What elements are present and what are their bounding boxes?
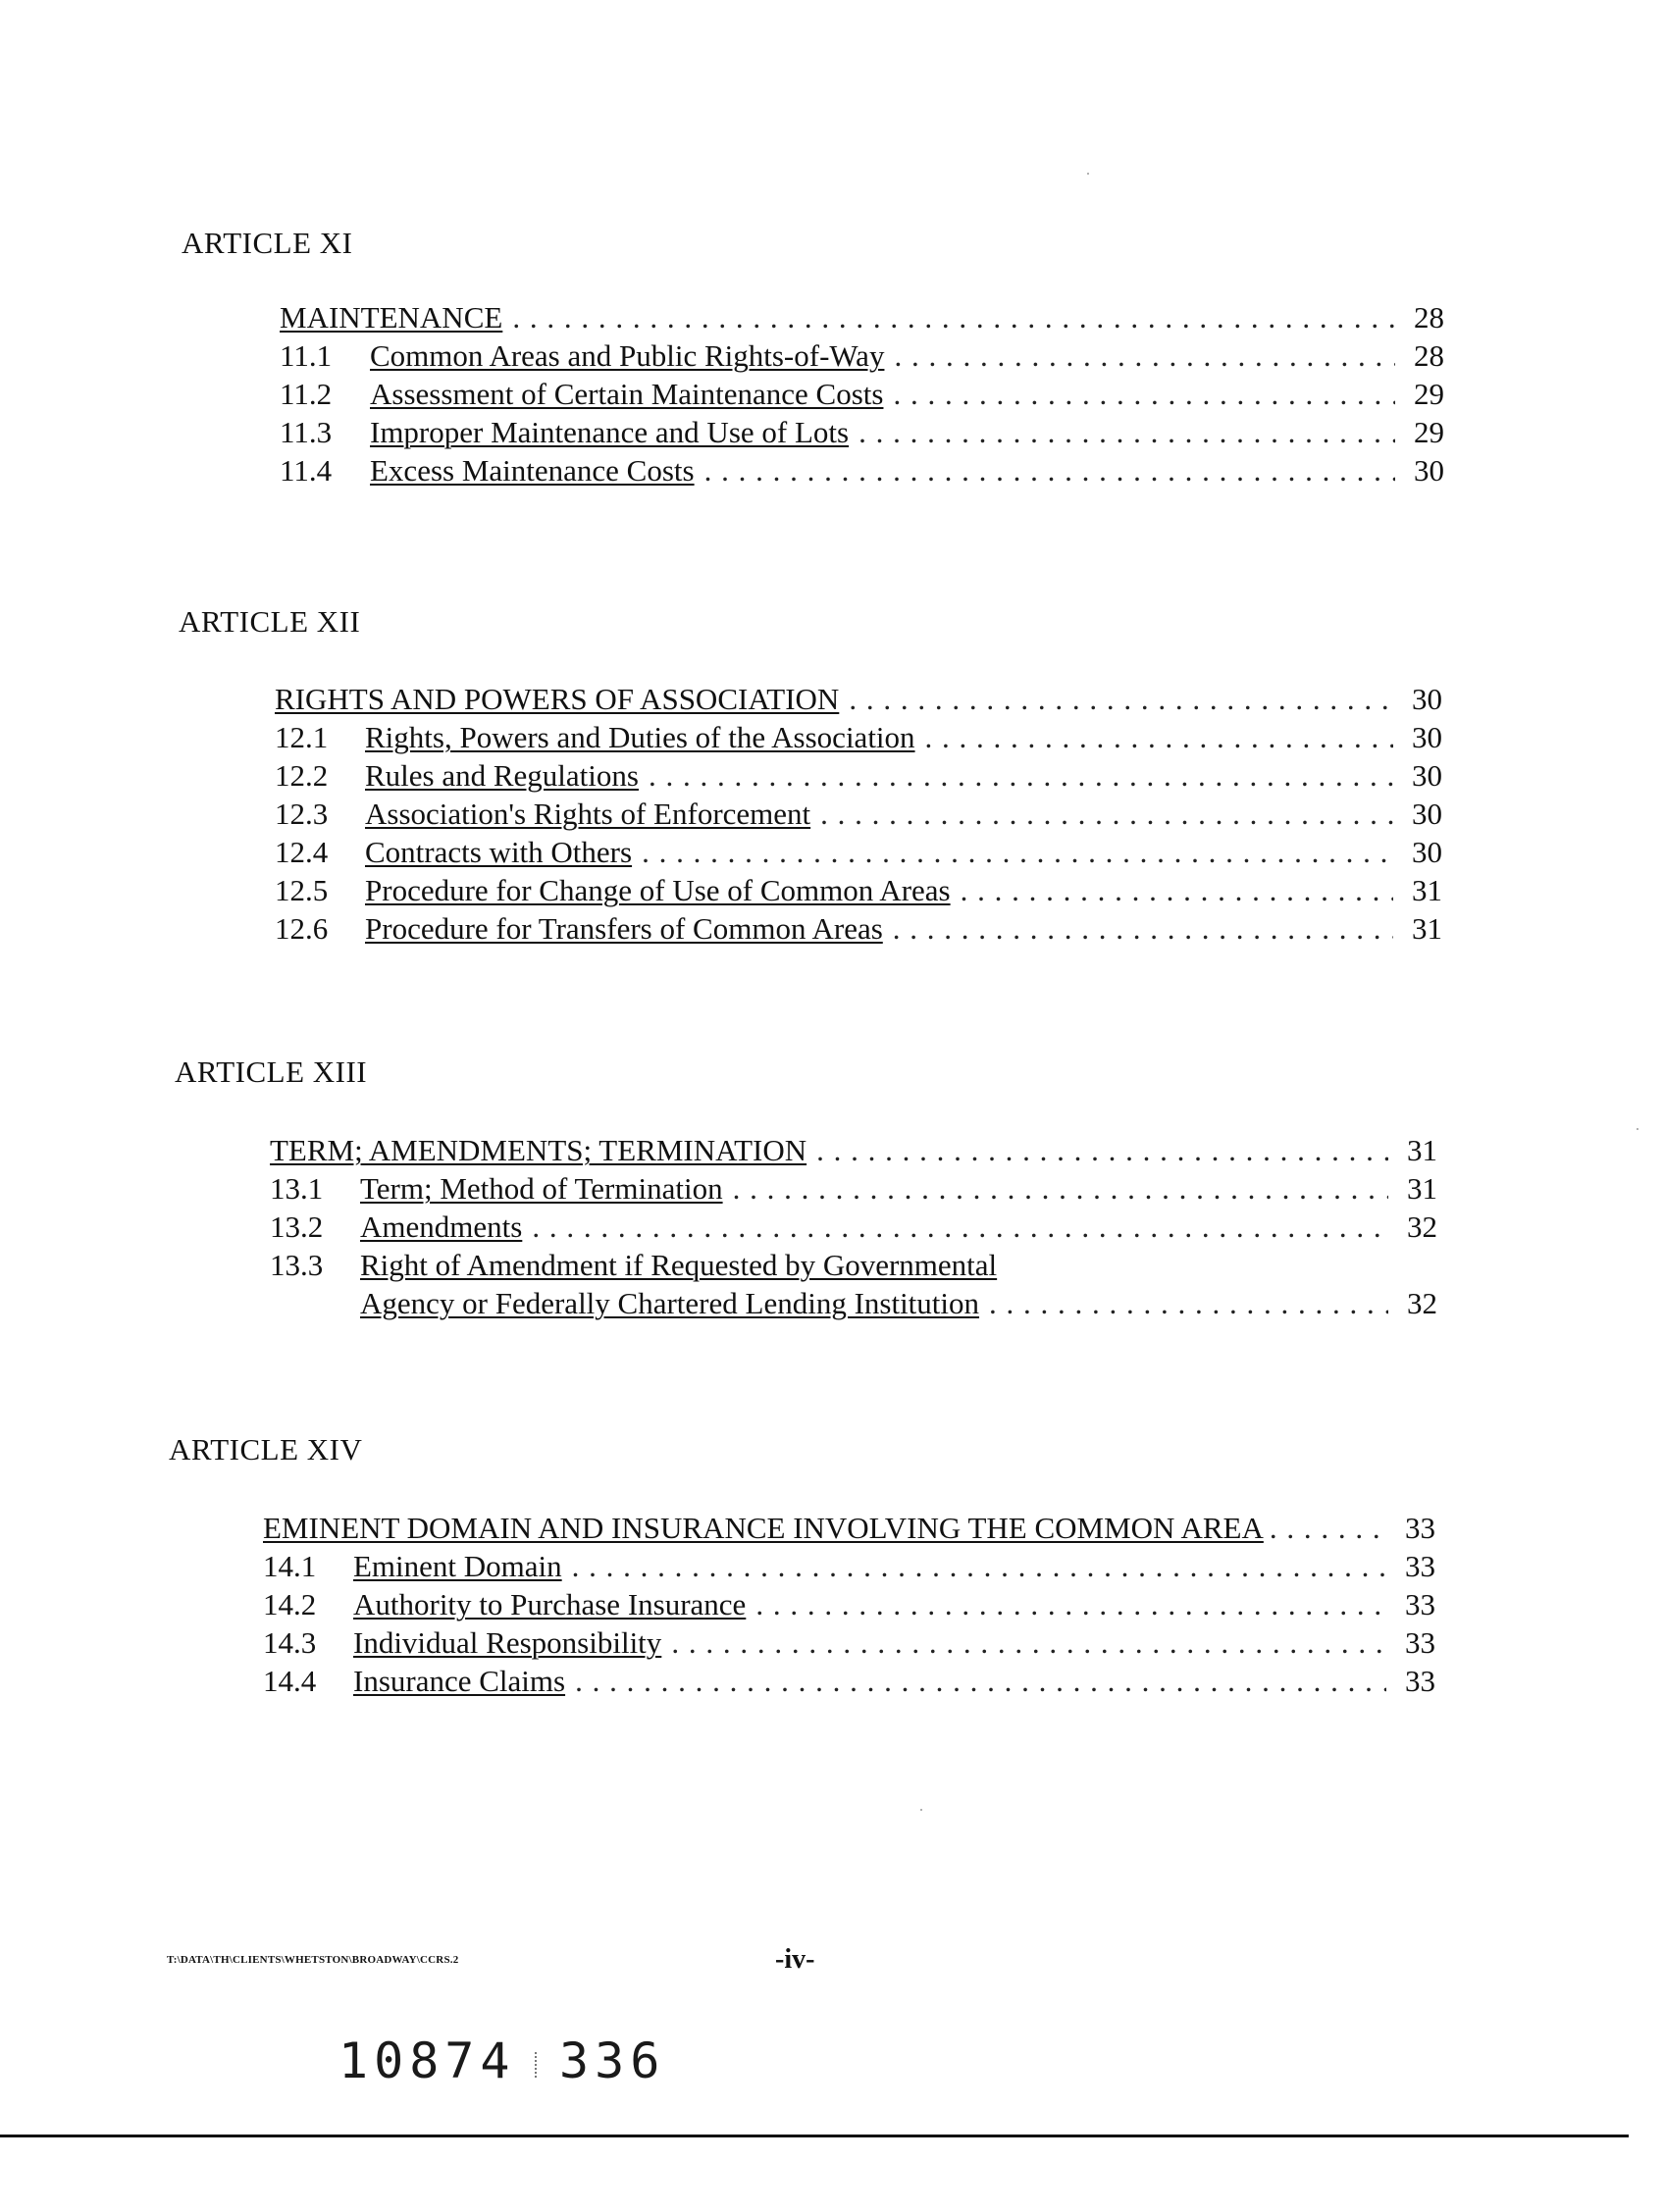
toc-page-number: 33 xyxy=(1405,1549,1435,1583)
toc-page-number: 30 xyxy=(1414,453,1444,488)
dot-leader xyxy=(733,1171,1388,1207)
dot-leader xyxy=(704,453,1395,489)
dot-leader xyxy=(961,873,1393,908)
recording-page-number: 336 xyxy=(559,2032,666,2089)
toc-entry-label: Rules and Regulations xyxy=(365,758,639,793)
toc-heading xyxy=(280,300,1444,338)
toc-heading-label: TERM; AMENDMENTS; TERMINATION xyxy=(270,1133,807,1167)
toc-entry-label: Procedure for Transfers of Common Areas xyxy=(365,911,883,946)
dot-leader xyxy=(671,1625,1386,1661)
dot-leader xyxy=(649,758,1393,794)
toc-entry-label: Excess Maintenance Costs xyxy=(370,453,695,488)
toc-entry-label: Right of Amendment if Requested by Governmental xyxy=(360,1248,998,1282)
toc-entry xyxy=(275,835,1442,873)
dot-leader xyxy=(893,911,1393,947)
toc-page-number: 29 xyxy=(1414,377,1444,411)
toc-section-number: 14.2 xyxy=(263,1587,317,1621)
toc-section-number: 12.3 xyxy=(275,797,329,831)
article-title: ARTICLE XII xyxy=(179,604,361,639)
toc-entry-label: Rights, Powers and Duties of the Association xyxy=(365,720,915,754)
toc-list xyxy=(280,300,1444,491)
toc-page-number: 30 xyxy=(1412,835,1442,869)
toc-entry-label: Eminent Domain xyxy=(353,1549,562,1583)
dot-leader xyxy=(820,797,1393,832)
toc-section-number: 12.1 xyxy=(275,720,329,754)
dot-leader xyxy=(532,1209,1388,1245)
toc-page-number: 29 xyxy=(1414,415,1444,449)
toc-list xyxy=(270,1133,1437,1324)
toc-heading xyxy=(275,682,1442,720)
toc-entry xyxy=(275,797,1442,835)
toc-list xyxy=(275,682,1442,950)
toc-entry-label: Procedure for Change of Use of Common Areas xyxy=(365,873,951,907)
dot-leader xyxy=(925,720,1393,755)
toc-entry-label: Authority to Purchase Insurance xyxy=(353,1587,747,1621)
toc-page-number: 33 xyxy=(1405,1511,1435,1545)
scan-speck xyxy=(1087,173,1089,175)
toc-entry xyxy=(263,1549,1435,1587)
toc-entry xyxy=(263,1664,1435,1702)
toc-entry xyxy=(263,1587,1435,1625)
toc-page-number: 28 xyxy=(1414,338,1444,373)
toc-section-number: 14.3 xyxy=(263,1625,317,1660)
scan-speck xyxy=(920,1809,922,1811)
toc-page-number: 31 xyxy=(1407,1133,1437,1167)
toc-entry xyxy=(275,720,1442,758)
toc-page-number: 30 xyxy=(1412,682,1442,716)
scan-speck xyxy=(1637,1128,1638,1130)
toc-list xyxy=(263,1511,1435,1702)
toc-entry xyxy=(270,1209,1437,1248)
dot-leader xyxy=(858,415,1395,450)
bottom-rule xyxy=(0,2135,1629,2137)
toc-entry-label: Individual Responsibility xyxy=(353,1625,662,1660)
toc-page-number: 33 xyxy=(1405,1587,1435,1621)
dot-leader xyxy=(893,377,1395,412)
toc-entry-label: Agency or Federally Chartered Lending Institution xyxy=(360,1286,980,1320)
toc-entry-label: Common Areas and Public Rights-of-Way xyxy=(370,338,885,373)
toc-entry-label: Contracts with Others xyxy=(365,835,633,869)
toc-section-number: 13.3 xyxy=(270,1248,324,1282)
toc-page-number: 31 xyxy=(1407,1171,1437,1206)
recording-book-number: 10874 xyxy=(338,2032,516,2089)
toc-entry-label: Amendments xyxy=(360,1209,523,1244)
article-title: ARTICLE XI xyxy=(182,226,353,260)
dot-leader xyxy=(989,1286,1388,1321)
toc-entry xyxy=(263,1625,1435,1664)
stamp-separator xyxy=(535,2052,540,2078)
toc-page-number: 31 xyxy=(1412,873,1442,907)
toc-section-number: 14.4 xyxy=(263,1664,317,1698)
toc-section-number: 12.2 xyxy=(275,758,329,793)
toc-section-number: 13.1 xyxy=(270,1171,324,1206)
dot-leader xyxy=(575,1664,1386,1699)
toc-entry-continuation xyxy=(270,1286,1437,1324)
footer-page-number: -iv- xyxy=(775,1944,815,1975)
dot-leader xyxy=(512,300,1395,335)
dot-leader xyxy=(894,338,1395,374)
dot-leader xyxy=(642,835,1393,870)
dot-leader xyxy=(1270,1511,1390,1546)
toc-heading xyxy=(270,1133,1437,1171)
toc-entry xyxy=(270,1248,1437,1286)
toc-section-number: 11.4 xyxy=(280,453,333,488)
toc-entry xyxy=(280,338,1444,377)
article-title: ARTICLE XIII xyxy=(175,1055,368,1089)
dot-leader xyxy=(816,1133,1388,1168)
toc-entry-label: Association's Rights of Enforcement xyxy=(365,797,811,831)
toc-entry-label: Term; Method of Termination xyxy=(360,1171,723,1206)
toc-entry xyxy=(270,1171,1437,1209)
toc-section-number: 11.3 xyxy=(280,415,333,449)
toc-page-number: 28 xyxy=(1414,300,1444,334)
toc-heading xyxy=(263,1511,1435,1549)
toc-section-number: 11.1 xyxy=(280,338,333,373)
toc-entry xyxy=(280,415,1444,453)
toc-page-number: 30 xyxy=(1412,758,1442,793)
toc-page-number: 32 xyxy=(1407,1286,1437,1320)
toc-section-number: 12.4 xyxy=(275,835,329,869)
footer-file-path: T:\DATA\TH\CLIENTS\WHETSTON\BROADWAY\CCRS.2 xyxy=(167,1954,459,1966)
toc-page-number: 30 xyxy=(1412,797,1442,831)
toc-page-number: 31 xyxy=(1412,911,1442,946)
toc-section-number: 11.2 xyxy=(280,377,333,411)
dot-leader xyxy=(849,682,1393,717)
toc-page-number: 33 xyxy=(1405,1664,1435,1698)
toc-section-number: 12.5 xyxy=(275,873,329,907)
toc-entry xyxy=(280,453,1444,491)
toc-entry-label: Assessment of Certain Maintenance Costs xyxy=(370,377,884,411)
toc-entry xyxy=(275,873,1442,911)
toc-page-number: 30 xyxy=(1412,720,1442,754)
toc-heading-label: MAINTENANCE xyxy=(280,300,503,334)
toc-heading-label: RIGHTS AND POWERS OF ASSOCIATION xyxy=(275,682,840,716)
toc-page-number: 32 xyxy=(1407,1209,1437,1244)
toc-entry xyxy=(275,758,1442,797)
dot-leader xyxy=(572,1549,1386,1584)
toc-heading-label: EMINENT DOMAIN AND INSURANCE INVOLVING THE COMMON AREA xyxy=(263,1511,1264,1545)
toc-section-number: 14.1 xyxy=(263,1549,317,1583)
toc-entry-label: Insurance Claims xyxy=(353,1664,566,1698)
toc-entry xyxy=(280,377,1444,415)
toc-page-number: 33 xyxy=(1405,1625,1435,1660)
article-title: ARTICLE XIV xyxy=(169,1432,363,1466)
toc-entry-label: Improper Maintenance and Use of Lots xyxy=(370,415,850,449)
toc-entry xyxy=(275,911,1442,950)
toc-section-number: 12.6 xyxy=(275,911,329,946)
toc-section-number: 13.2 xyxy=(270,1209,324,1244)
dot-leader xyxy=(755,1587,1386,1622)
